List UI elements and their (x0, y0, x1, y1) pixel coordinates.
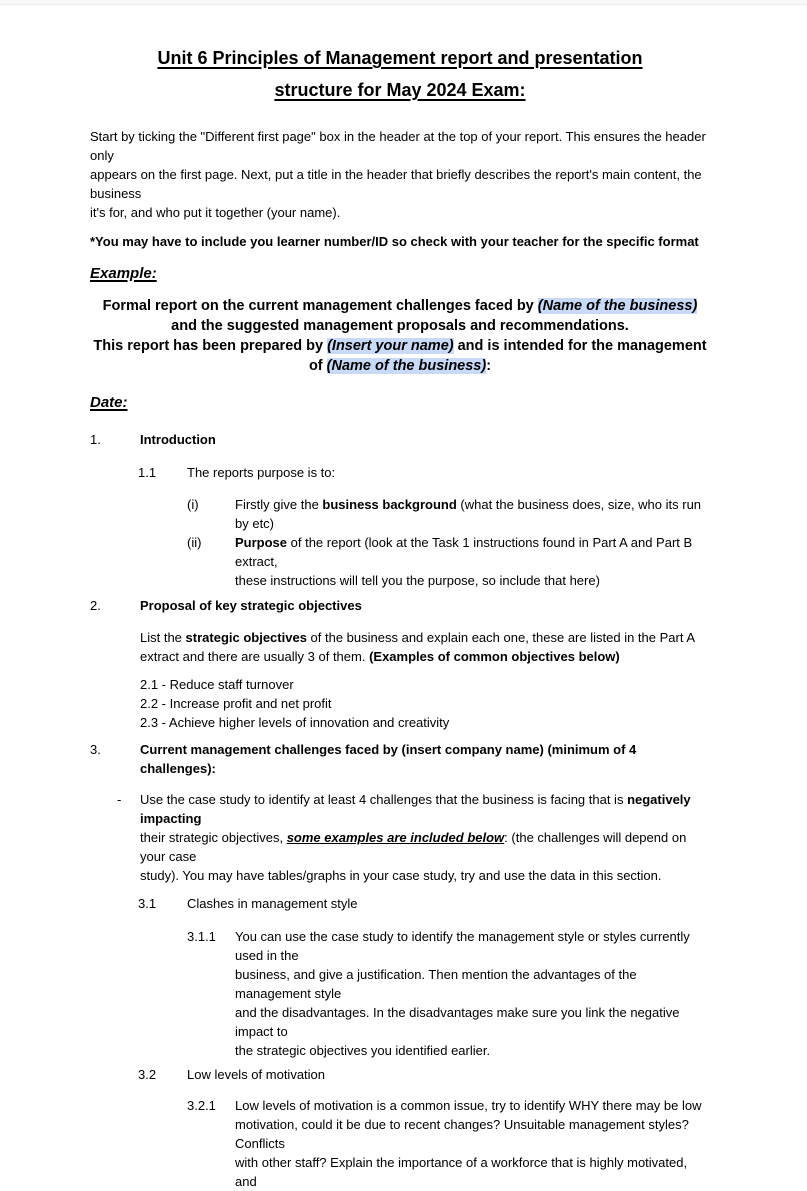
item-3-2-1-text: Low levels of motivation is a common issue, try to identify WHY there may be low motivation, could it be due to recent changes? Unsuitable management styles? Conflicts with other staff? Explain the importance of a workforce that is highly motivated, and (235, 1098, 702, 1189)
item-3-1-1-number: 3.1.1 (187, 929, 216, 944)
item-3-1-1-row (187, 927, 710, 1060)
item-3-2-row (138, 1065, 710, 1084)
item-1-1-row (138, 463, 710, 482)
section-3-bullet-row (117, 790, 710, 885)
item-3-2-1-row (187, 1096, 710, 1191)
section-3-bullet-text: Use the case study to identify at least 4 challenges that the business is facing that is negatively impacting their strategic objectives, some examples are included below: (the challenges will depend on your case study). You may have tables/graphs in your case study, try and use the data in this section. (140, 792, 691, 883)
section-3-heading: Current management challenges faced by (insert company name) (minimum of 4 challenges): (140, 742, 637, 776)
item-3-2-1-number: 3.2.1 (187, 1098, 216, 1113)
section-2-heading-row (90, 596, 710, 615)
item-1-1-number: 1.1 (138, 465, 157, 480)
title-line-2: structure for May 2024 Exam: (274, 80, 526, 100)
section-3-number: 3. (90, 742, 101, 757)
section-2-number: 2. (90, 598, 101, 613)
item-roman-ii-text: Purpose of the report (look at the Task 1 instructions found in Part A and Part B extract, these instructions will tell you the purpose, so include that here) (235, 535, 693, 588)
item-roman-i-text: Firstly give the business background (what the business does, size, who its run by etc) (235, 497, 702, 531)
example-report-title: Formal report on the current management challenges faced by (Name of the business) and the suggested management proposals and recommendations. This report has been prepared by (Insert your name) and is intended for the management of (Name of the business): (93, 298, 707, 374)
item-roman-ii-marker: (ii) (187, 535, 202, 550)
objective-2-2: 2.2 - Increase profit and net profit (140, 696, 332, 711)
section-1-heading-row (90, 430, 710, 449)
item-3-2-text: Low levels of motivation (187, 1067, 326, 1082)
intro-paragraph: Start by ticking the "Different first page" box in the header at the top of your report. This ensures the header only appears on the first page. Next, put a title in the header that briefly describes the report's main content, the business it's for, and who put it together (your name). (90, 129, 706, 220)
section-1-number: 1. (90, 432, 101, 447)
objective-2-3: 2.3 - Achieve higher levels of innovation and creativity (140, 715, 450, 730)
example-heading: Example: (90, 265, 157, 282)
title-line-1: Unit 6 Principles of Management report and presentation (157, 48, 643, 68)
section-2-heading: Proposal of key strategic objectives (140, 598, 362, 613)
objective-2-1: 2.1 - Reduce staff turnover (140, 677, 294, 692)
item-3-1-text: Clashes in management style (187, 896, 358, 911)
item-roman-ii-row (187, 533, 710, 590)
section-3-heading-row (90, 740, 710, 778)
objectives-list (140, 675, 710, 732)
section-1-heading: Introduction (140, 432, 216, 447)
item-3-1-number: 3.1 (138, 896, 157, 911)
item-roman-i-marker: (i) (187, 497, 199, 512)
document-title (90, 42, 710, 106)
item-1-1-text: The reports purpose is to: (187, 465, 336, 480)
section-2-paragraph: List the strategic objectives of the business and explain each one, these are listed in the Part A extract and there are usually 3 of them. (Examples of common objectives below) (140, 630, 696, 664)
item-roman-i-row (187, 495, 710, 533)
learner-id-note: *You may have to include you learner number/ID so check with your teacher for the specific format (90, 234, 699, 249)
item-3-2-number: 3.2 (138, 1067, 157, 1082)
date-heading: Date: (90, 394, 128, 411)
item-3-1-1-text: You can use the case study to identify the management style or styles currently used in the business, and give a justification. Then mention the advantages of the management style and the disadvantages. In the disadvantages make sure you link the negative impact to the strategic objectives you identified earlier. (235, 929, 690, 1058)
item-3-1-row (138, 894, 710, 913)
page-top-edge (0, 0, 807, 5)
bullet-dash: - (117, 792, 122, 807)
